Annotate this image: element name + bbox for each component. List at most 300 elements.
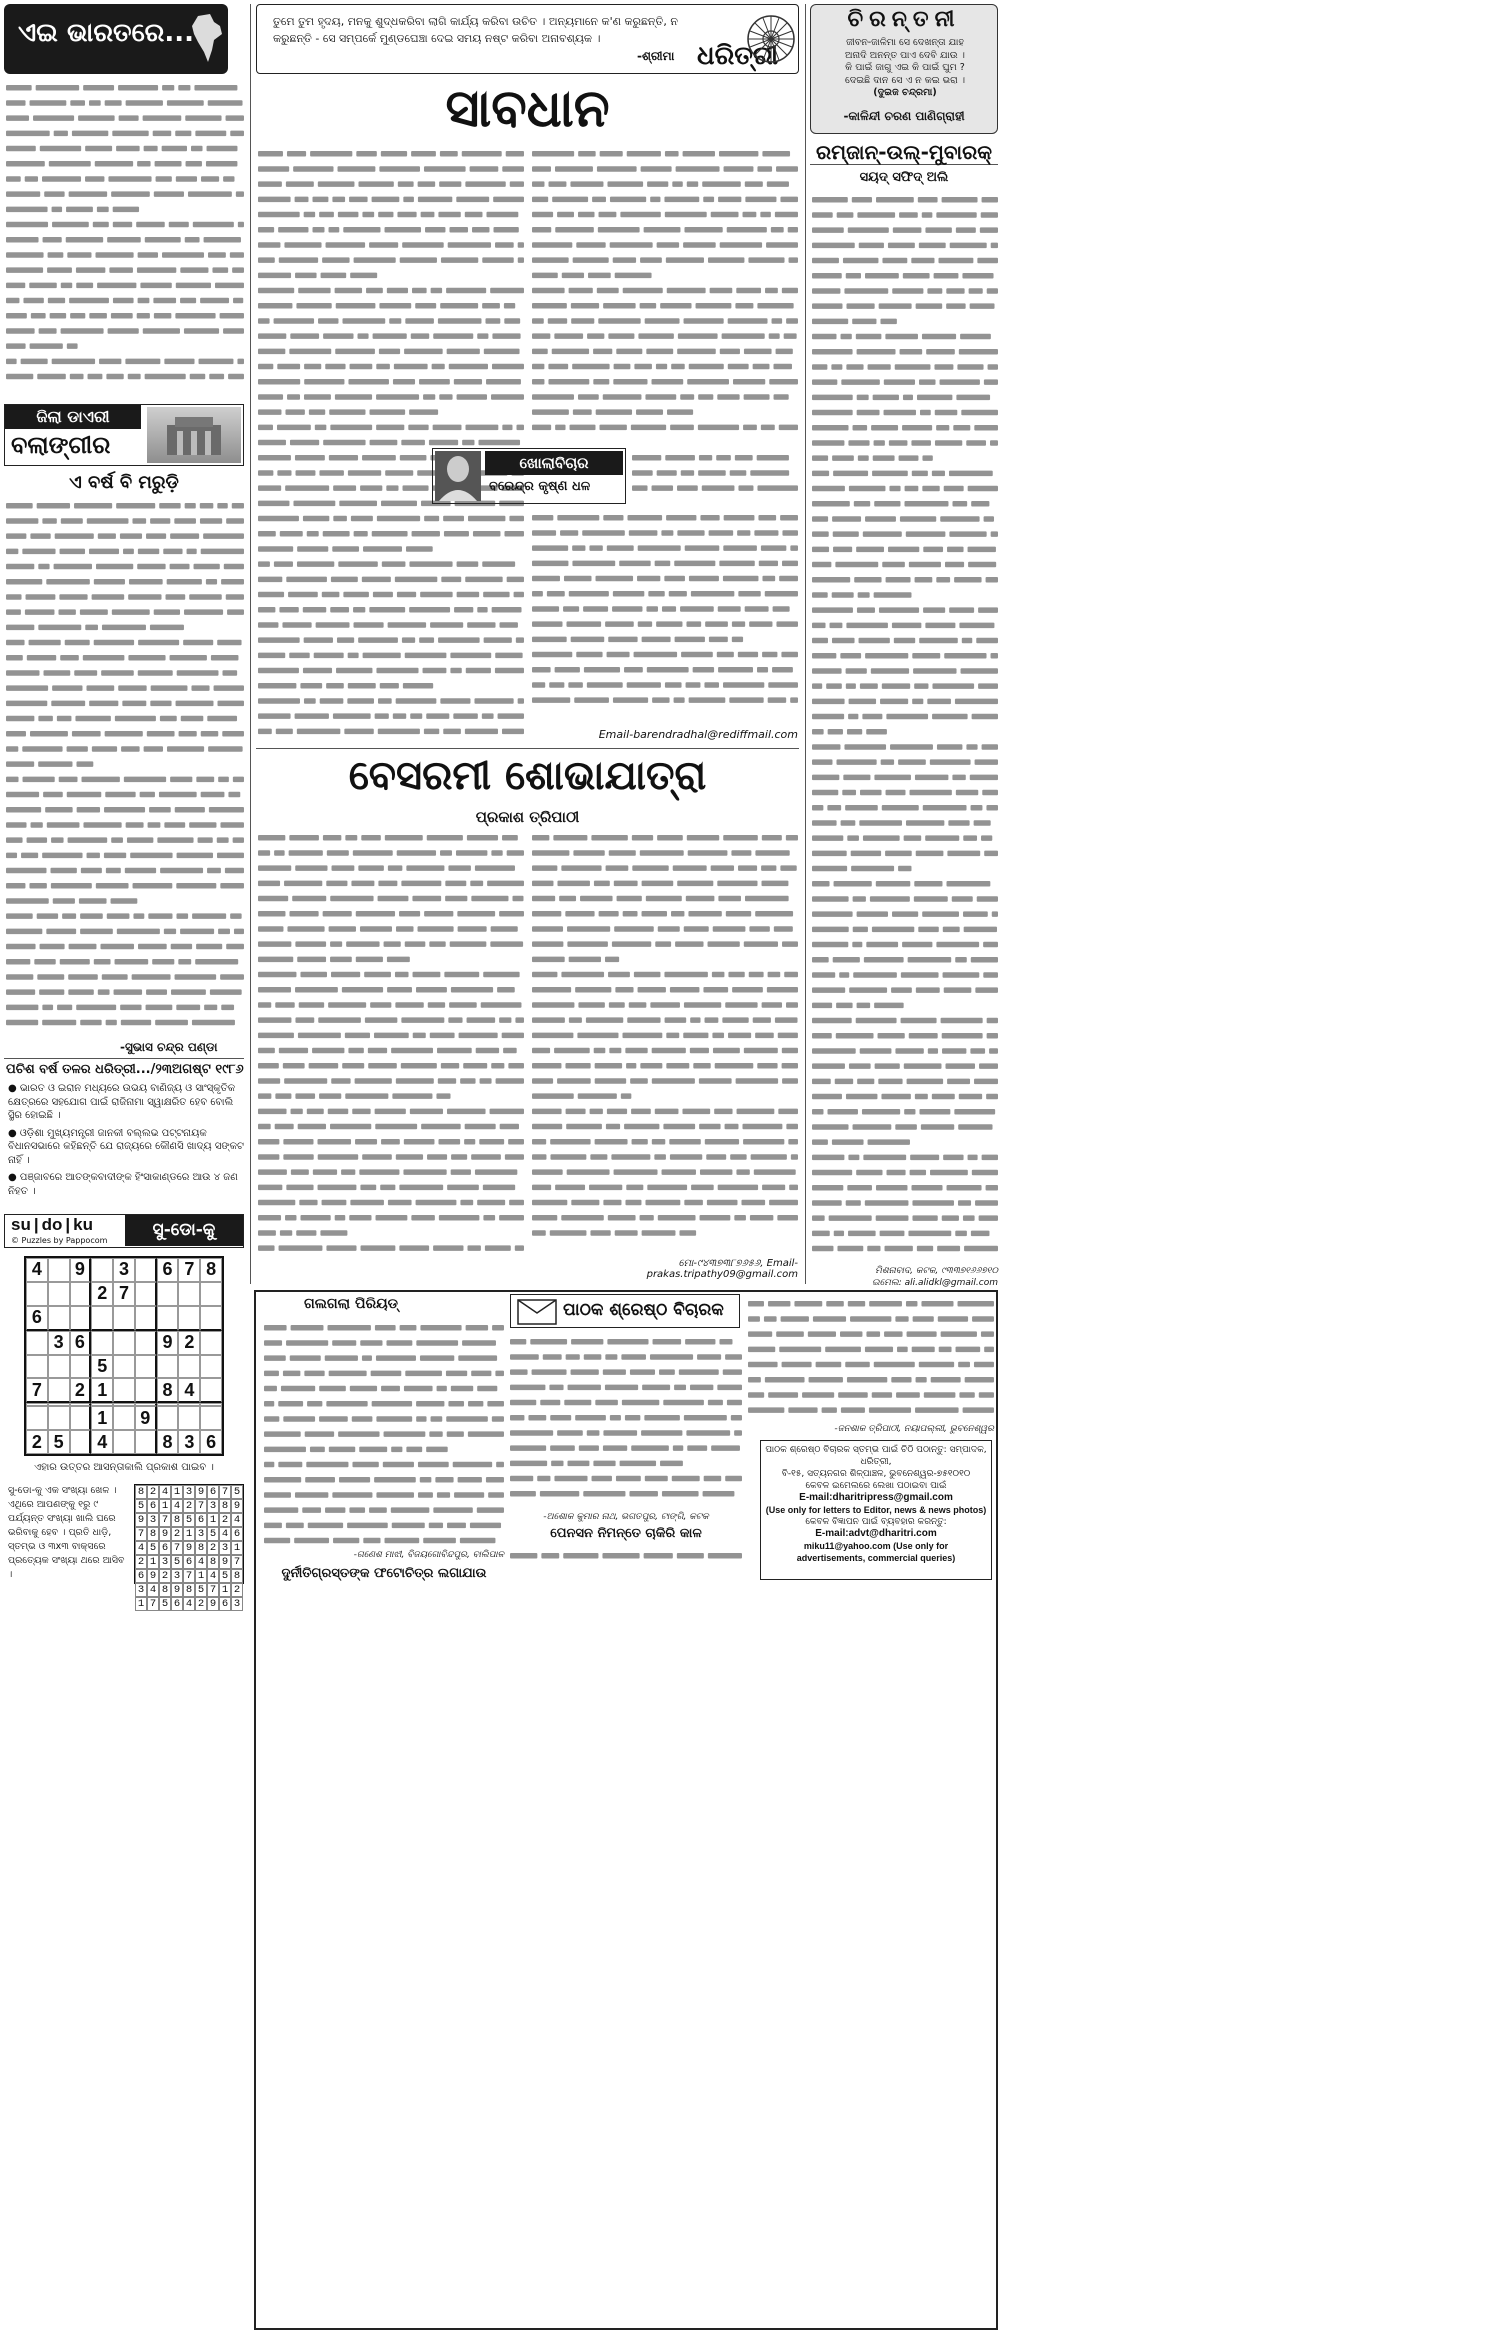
text-stroke (275, 1002, 294, 1008)
text-stroke (886, 790, 906, 796)
text-stroke (679, 1369, 719, 1375)
text-stroke (87, 518, 129, 524)
pachisha-title: ପଚିଶ ବର୍ଷ ତଳର ଧରିତ୍ରୀ.../୨୩ଅଗଷ୍ଟ ୧୯୮୬ (6, 1062, 244, 1077)
text-stroke (607, 1109, 627, 1115)
text-stroke (97, 207, 109, 213)
text-stroke (325, 1507, 345, 1513)
text-stroke (332, 546, 359, 552)
text-stroke (894, 638, 915, 644)
text-stroke (952, 501, 967, 507)
text-stroke (812, 1094, 842, 1100)
text-stroke (22, 746, 62, 752)
text-stroke (74, 670, 97, 676)
text-stroke (307, 1401, 322, 1407)
text-stroke (626, 1185, 643, 1191)
text-stroke (952, 775, 965, 781)
text-stroke (335, 288, 362, 294)
text-stroke (665, 212, 707, 218)
text-stroke (607, 545, 634, 551)
text-stroke (109, 267, 133, 273)
text-stroke (737, 1109, 775, 1115)
text-stroke (750, 470, 789, 476)
text-stroke (344, 729, 373, 735)
text-texture (632, 450, 798, 506)
text-stroke (955, 957, 967, 963)
text-stroke (564, 1400, 591, 1406)
text-stroke (947, 851, 980, 857)
text-stroke (341, 1169, 355, 1175)
text-stroke (958, 1362, 970, 1368)
text-stroke (553, 835, 587, 841)
sudoku-cell (70, 1355, 92, 1379)
text-stroke (755, 1033, 774, 1039)
text-stroke (614, 364, 631, 370)
text-stroke (192, 1020, 235, 1026)
text-stroke (497, 987, 515, 993)
text-stroke (847, 1377, 887, 1383)
text-stroke (68, 974, 98, 980)
sudoku-answer-cell: 9 (231, 1499, 243, 1513)
text-texture (258, 146, 524, 746)
text-stroke (761, 425, 775, 431)
text-stroke (932, 683, 974, 689)
text-stroke (181, 716, 204, 722)
text-stroke (187, 549, 197, 555)
pachisha-list (8, 1082, 244, 1198)
text-stroke (258, 197, 291, 203)
text-stroke (6, 792, 39, 798)
text-stroke (859, 820, 902, 826)
text-stroke (427, 835, 463, 841)
text-stroke (565, 1063, 590, 1069)
text-stroke (274, 561, 293, 567)
text-stroke (946, 288, 964, 294)
text-stroke (812, 623, 826, 629)
text-stroke (603, 515, 623, 521)
text-stroke (812, 683, 822, 689)
sudoku-answer-cell: 8 (135, 1485, 147, 1499)
text-stroke (409, 607, 450, 613)
text-stroke (732, 621, 745, 627)
text-stroke (200, 298, 229, 304)
text-stroke (167, 746, 204, 752)
text-stroke (762, 576, 775, 582)
text-stroke (836, 1033, 874, 1039)
text-stroke (359, 1447, 387, 1453)
text-stroke (561, 865, 601, 871)
text-stroke (631, 425, 666, 431)
text-stroke (258, 972, 296, 978)
text-stroke (395, 577, 437, 583)
text-stroke (904, 1063, 942, 1069)
text-stroke (550, 1230, 587, 1236)
text-stroke (572, 561, 615, 567)
text-stroke (264, 1325, 287, 1331)
text-stroke (426, 1447, 448, 1453)
text-stroke (465, 729, 498, 735)
text-stroke (912, 1347, 935, 1353)
text-stroke (548, 379, 589, 385)
text-stroke (483, 1185, 515, 1191)
text-stroke (532, 425, 551, 431)
text-stroke (518, 698, 524, 704)
text-stroke (138, 298, 150, 304)
text-stroke (652, 697, 669, 703)
text-stroke (686, 621, 701, 627)
text-stroke (132, 518, 146, 524)
text-stroke (745, 197, 776, 203)
text-stroke (665, 1017, 687, 1023)
text-stroke (677, 1553, 704, 1559)
text-stroke (684, 1415, 727, 1421)
text-stroke (54, 131, 68, 137)
contact-line: ବି-୧୫, ସତ୍ୟନଗର ଶିଳ୍ପାଞ୍ଚଳ, ଭୁବନେଶ୍ୱର-୭୫୧୦୧୦ (781, 1469, 971, 1479)
text-stroke (703, 197, 714, 203)
text-stroke (94, 959, 111, 965)
text-stroke (719, 561, 754, 567)
text-stroke (886, 714, 928, 720)
letters-sign1: -ଗଣେଶ ମାଝୀ, ବିଜୟଗୋବିନ୍ଦପୁର, ବାଲିପାଳ (353, 1550, 504, 1560)
text-stroke (874, 501, 900, 507)
contact-email-ad-2[interactable]: miku11@yahoo.com (Use only for (803, 1541, 949, 1551)
text-stroke (532, 957, 565, 963)
text-stroke (984, 516, 994, 522)
text-stroke (986, 805, 998, 811)
text-stroke (194, 564, 220, 570)
sudoku-answer-cell: 3 (231, 1597, 243, 1611)
text-stroke (583, 1491, 625, 1497)
sudoku-answer-cell: 5 (207, 1527, 219, 1541)
text-stroke (348, 470, 381, 476)
text-stroke (853, 927, 868, 933)
text-stroke (38, 625, 81, 631)
sudoku-cell: 3 (178, 1430, 200, 1454)
text-stroke (853, 1124, 892, 1130)
saavdhan-col1 (258, 146, 524, 746)
text-stroke (384, 1431, 426, 1437)
text-stroke (835, 1079, 853, 1085)
text-stroke (354, 622, 384, 628)
text-stroke (358, 865, 384, 871)
text-stroke (283, 1154, 313, 1160)
text-stroke (140, 283, 171, 289)
text-stroke (487, 1401, 504, 1407)
text-stroke (433, 1507, 472, 1513)
text-stroke (419, 637, 434, 643)
text-stroke (185, 503, 196, 509)
text-stroke (874, 440, 885, 446)
text-stroke (593, 349, 612, 355)
text-stroke (238, 222, 244, 228)
text-stroke (201, 549, 244, 555)
text-stroke (302, 1507, 321, 1513)
text-stroke (972, 1170, 998, 1176)
text-stroke (66, 237, 103, 243)
text-stroke (175, 131, 191, 137)
text-stroke (632, 470, 653, 476)
text-stroke (293, 501, 335, 507)
khola-bichara-title: ଖୋଲାବିଚାର (485, 451, 623, 475)
text-stroke (563, 606, 579, 612)
text-stroke (884, 379, 915, 385)
text-stroke (339, 501, 377, 507)
text-stroke (812, 1003, 832, 1009)
text-stroke (189, 822, 216, 828)
text-stroke (309, 409, 325, 415)
text-stroke (349, 197, 368, 203)
text-stroke (27, 837, 48, 843)
text-stroke (706, 1154, 726, 1160)
text-stroke (226, 115, 244, 121)
text-stroke (698, 470, 726, 476)
text-stroke (30, 731, 68, 737)
text-stroke (717, 881, 757, 887)
text-stroke (381, 1386, 400, 1392)
text-stroke (429, 941, 445, 947)
text-stroke (583, 606, 608, 612)
text-stroke (647, 1185, 687, 1191)
text-stroke (898, 759, 926, 765)
text-stroke (948, 820, 969, 826)
text-stroke (295, 713, 329, 719)
sudoku-answer-cell: 1 (195, 1569, 207, 1583)
contact-email-label: କେବଳ ଇମେଲରେ ଲେଖା ପଠାଇବା ପାଇଁ (805, 1481, 947, 1491)
text-stroke (748, 1347, 775, 1353)
text-stroke (857, 1003, 871, 1009)
text-stroke (812, 1170, 852, 1176)
text-stroke (420, 1355, 454, 1361)
text-stroke (510, 1400, 536, 1406)
text-stroke (667, 288, 706, 294)
text-stroke (516, 637, 524, 643)
text-stroke (51, 837, 63, 843)
sudoku-answer-cell: 4 (171, 1499, 183, 1513)
text-stroke (620, 212, 660, 218)
text-stroke (388, 1200, 412, 1206)
text-stroke (646, 606, 657, 612)
contact-email-editor[interactable]: E-mail:dharitripress@gmail.com (799, 1492, 953, 1503)
text-stroke (81, 868, 102, 874)
text-stroke (655, 561, 671, 567)
text-stroke (499, 1017, 511, 1023)
text-stroke (934, 273, 959, 279)
text-stroke (258, 501, 289, 507)
text-stroke (51, 701, 85, 707)
text-stroke (332, 1340, 356, 1346)
text-stroke (613, 379, 647, 385)
text-stroke (754, 530, 778, 536)
text-stroke (757, 667, 768, 673)
text-stroke (78, 115, 115, 121)
text-stroke (325, 364, 345, 370)
sudoku-cell: 1 (91, 1406, 113, 1430)
text-stroke (872, 1392, 892, 1398)
text-stroke (532, 349, 548, 355)
text-stroke (290, 1355, 321, 1361)
text-stroke (360, 485, 382, 491)
text-stroke (919, 243, 946, 249)
text-stroke (226, 944, 244, 950)
text-stroke (874, 592, 912, 598)
text-stroke (909, 562, 941, 568)
text-stroke (129, 579, 163, 585)
text-stroke (958, 1301, 994, 1307)
text-stroke (919, 1362, 954, 1368)
text-stroke (532, 682, 545, 688)
text-stroke (343, 227, 380, 233)
text-stroke (376, 668, 418, 674)
text-stroke (930, 759, 971, 765)
text-stroke (195, 131, 226, 137)
text-stroke (176, 283, 211, 289)
text-stroke (115, 716, 156, 722)
pachisha-item: ● ଭାରତ ଓ ଇରାନ ମଧ୍ୟରେ ଉଭୟ ବାଣିଜ୍ୟ ଓ ସାଂସ୍କୃତିକ କ୍ଷେତ୍ରରେ ସହଯୋଗ ପାଇଁ ରାଜିନାମା ସ୍ୱାକ୍ଷରିତ ହେବ ବୋଲି ସ୍ଥିର ହୋଇଛି । (8, 1083, 236, 1121)
text-stroke (593, 1461, 615, 1467)
text-stroke (971, 805, 983, 811)
text-stroke (812, 790, 838, 796)
text-stroke (594, 1048, 606, 1054)
text-stroke (373, 592, 393, 598)
sudoku-cell (70, 1282, 92, 1306)
text-stroke (364, 972, 391, 978)
text-stroke (222, 670, 237, 676)
contact-email-ad[interactable]: E-mail:advt@dharitri.com (815, 1528, 937, 1539)
sudoku-answer-cell: 5 (183, 1513, 195, 1527)
text-stroke (963, 1407, 994, 1413)
text-stroke (857, 395, 869, 401)
text-stroke (258, 516, 299, 522)
text-stroke (708, 1400, 723, 1406)
text-stroke (264, 1538, 290, 1544)
sudoku-cell: 3 (48, 1331, 70, 1355)
text-stroke (677, 349, 716, 355)
text-stroke (566, 1124, 602, 1130)
text-stroke (868, 364, 891, 370)
text-stroke (404, 1386, 433, 1392)
text-stroke (641, 1430, 682, 1436)
header-left-title: ଏଇ ଭାରତରେ... (18, 18, 194, 48)
text-stroke (258, 926, 283, 932)
text-stroke (532, 212, 553, 218)
sudoku-answer-cell: 7 (183, 1569, 195, 1583)
text-stroke (748, 257, 784, 263)
text-stroke (258, 1200, 295, 1206)
text-stroke (745, 896, 789, 902)
text-stroke (416, 1416, 426, 1422)
text-stroke (61, 328, 104, 334)
text-stroke (936, 577, 950, 583)
text-stroke (554, 1048, 590, 1054)
text-stroke (718, 606, 741, 612)
text-stroke (150, 625, 184, 631)
text-stroke (512, 896, 523, 902)
text-stroke (642, 637, 671, 643)
text-stroke (326, 1245, 356, 1251)
text-stroke (6, 837, 23, 843)
text-stroke (495, 242, 514, 248)
text-stroke (684, 1200, 703, 1206)
text-stroke (846, 1200, 861, 1206)
text-stroke (840, 653, 861, 659)
text-stroke (258, 227, 274, 233)
text-stroke (657, 470, 677, 476)
text-stroke (762, 1185, 785, 1191)
text-stroke (678, 333, 718, 339)
text-stroke (983, 972, 998, 978)
text-stroke (6, 761, 34, 767)
text-stroke (901, 972, 939, 978)
text-stroke (555, 227, 594, 233)
text-stroke (904, 835, 922, 841)
text-stroke (774, 394, 789, 400)
text-stroke (943, 972, 980, 978)
text-stroke (713, 926, 746, 932)
text-stroke (419, 379, 450, 385)
text-stroke (727, 1400, 742, 1406)
text-stroke (900, 516, 936, 522)
sudoku-answer-cell: 6 (159, 1541, 171, 1555)
text-stroke (579, 1445, 599, 1451)
text-stroke (368, 1048, 387, 1054)
text-stroke (284, 1078, 327, 1084)
text-stroke (743, 1139, 784, 1145)
text-stroke (439, 181, 461, 187)
text-stroke (6, 655, 23, 661)
text-stroke (264, 1386, 277, 1392)
text-stroke (258, 957, 293, 963)
text-stroke (304, 394, 331, 400)
text-stroke (477, 1507, 504, 1513)
text-stroke (572, 545, 585, 551)
text-stroke (67, 792, 102, 798)
text-stroke (200, 518, 222, 524)
text-stroke (880, 699, 908, 705)
text-stroke (402, 242, 444, 248)
text-stroke (571, 637, 605, 643)
text-stroke (322, 592, 340, 598)
text-stroke (232, 503, 244, 509)
text-stroke (372, 1401, 412, 1407)
text-stroke (6, 298, 19, 304)
text-stroke (779, 576, 798, 582)
text-stroke (848, 227, 889, 233)
text-stroke (378, 212, 393, 218)
text-stroke (258, 1033, 294, 1039)
text-stroke (978, 683, 998, 689)
text-stroke (685, 1339, 715, 1345)
text-stroke (378, 698, 392, 704)
text-stroke (258, 318, 270, 324)
text-stroke (429, 1523, 443, 1529)
text-stroke (264, 1447, 306, 1453)
text-stroke (42, 853, 82, 859)
text-stroke (590, 1109, 603, 1115)
text-stroke (550, 1415, 571, 1421)
text-stroke (610, 1415, 621, 1421)
text-stroke (291, 1325, 324, 1331)
text-stroke (884, 410, 916, 416)
text-stroke (183, 640, 213, 646)
text-stroke (918, 197, 938, 203)
text-stroke (258, 911, 285, 917)
text-stroke (121, 746, 140, 752)
text-stroke (717, 394, 739, 400)
sudoku-cell (113, 1406, 135, 1430)
text-stroke (327, 1325, 370, 1331)
text-stroke (358, 333, 369, 339)
text-stroke (712, 1033, 724, 1039)
text-stroke (744, 1048, 778, 1054)
